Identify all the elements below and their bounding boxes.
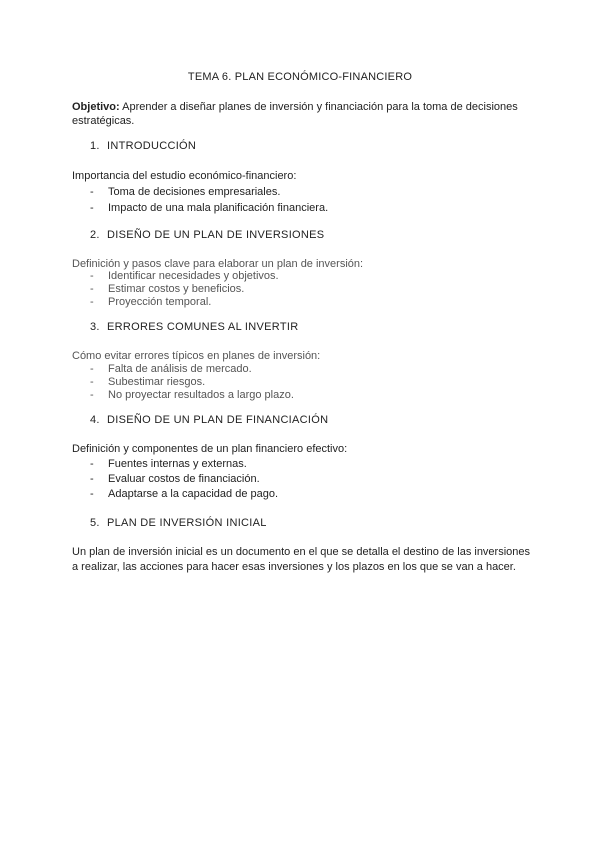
list-item: - Falta de análisis de mercado. [90, 363, 294, 376]
section-number: 4. [90, 414, 100, 426]
section-title: INTRODUCCIÓN [107, 140, 197, 152]
section-paragraph: Un plan de inversión inicial es un documento en el que se detalla el destino de las inversiones a realizar, las acciones para hacer esas inversiones y los plazos en los que se van a hacer. [72, 546, 531, 573]
objective-text: Aprender a diseñar planes de inversión y financiación para la toma de decisiones estratégicas. [72, 101, 518, 127]
list-item: - Evaluar costos de financiación. [90, 472, 278, 487]
list-item: - Toma de decisiones empresariales. [90, 184, 328, 200]
section-number: 5. [90, 517, 100, 529]
section-heading-plan-financiacion [90, 414, 328, 426]
list-item: - Identificar necesidades y objetivos. [90, 270, 279, 283]
section-intro: Cómo evitar errores típicos en planes de inversión: [72, 350, 321, 362]
section-title: PLAN DE INVERSIÓN INICIAL [107, 517, 267, 529]
list-item: - Adaptarse a la capacidad de pago. [90, 487, 278, 502]
list-item: - Estimar costos y beneficios. [90, 283, 279, 296]
document-title: TEMA 6. PLAN ECONÓMICO-FINANCIERO [187, 71, 413, 83]
section-number: 3. [90, 321, 100, 333]
section-heading-errores-comunes [90, 321, 298, 333]
section-number: 1. [90, 140, 100, 152]
list-item: - Proyección temporal. [90, 296, 279, 309]
bullet-list [90, 363, 294, 402]
list-item: - Subestimar riesgos. [90, 376, 294, 389]
bullet-list [90, 184, 328, 216]
list-item: - No proyectar resultados a largo plazo. [90, 389, 294, 402]
section-intro: Importancia del estudio económico-financiero: [72, 170, 297, 182]
section-title: DISEÑO DE UN PLAN DE FINANCIACIÓN [107, 414, 329, 426]
section-heading-plan-inversion-inicial [90, 517, 267, 529]
list-item: - Fuentes internas y externas. [90, 457, 278, 472]
section-number: 2. [90, 229, 100, 241]
list-item: - Impacto de una mala planificación financiera. [90, 200, 328, 216]
section-heading-introduccion [90, 140, 196, 152]
section-intro: Definición y componentes de un plan financiero efectivo: [72, 443, 348, 455]
objective-label: Objetivo: [72, 101, 120, 113]
section-title: ERRORES COMUNES AL INVERTIR [107, 321, 299, 333]
section-title: DISEÑO DE UN PLAN DE INVERSIONES [107, 229, 325, 241]
bullet-list [90, 457, 278, 502]
section-intro: Definición y pasos clave para elaborar un plan de inversión: [72, 258, 364, 270]
objective-paragraph [72, 100, 542, 128]
section-heading-plan-inversiones [90, 229, 324, 241]
bullet-list [90, 270, 279, 309]
